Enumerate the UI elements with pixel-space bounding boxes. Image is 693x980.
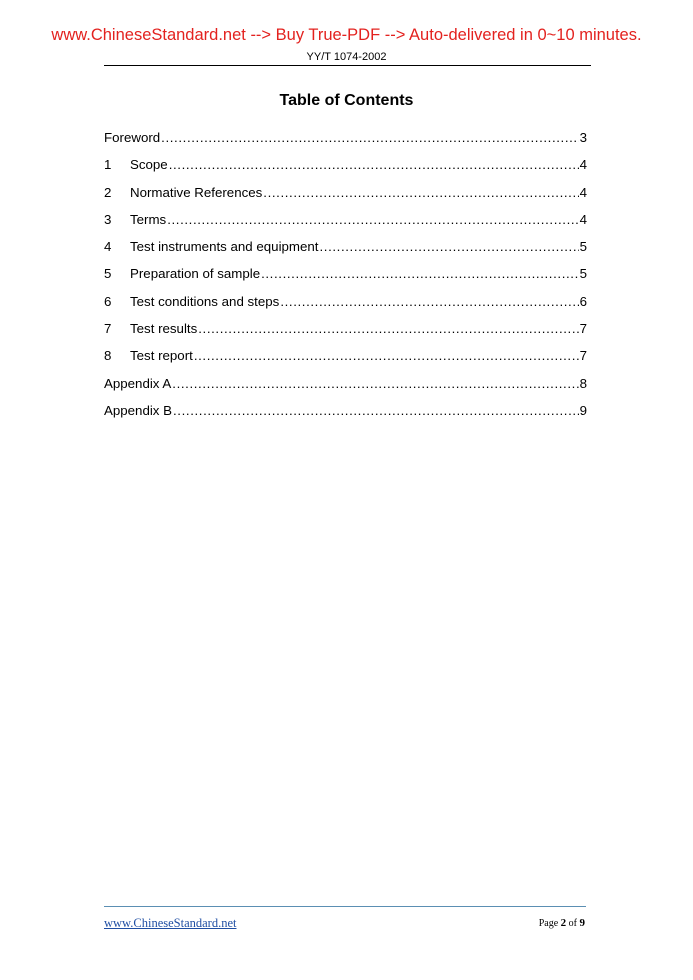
toc-entry-test-conditions[interactable] bbox=[104, 292, 587, 319]
toc-entry-preparation-of-sample[interactable] bbox=[104, 264, 587, 291]
toc-entry-label: Foreword bbox=[104, 130, 161, 145]
page-number bbox=[539, 917, 585, 929]
toc-entry-number: 8 bbox=[104, 348, 112, 364]
toc-entry-label: Test report bbox=[130, 348, 193, 364]
toc-entry-test-results[interactable] bbox=[104, 319, 587, 346]
dot-leader bbox=[167, 210, 578, 230]
dot-leader bbox=[169, 155, 579, 175]
table-of-contents bbox=[104, 128, 587, 428]
promo-banner[interactable]: www.ChineseStandard.net --> Buy True-PDF --> Auto-delivered in 0~10 minutes. bbox=[51, 26, 642, 44]
dot-leader bbox=[263, 183, 578, 203]
dot-leader bbox=[198, 319, 578, 339]
toc-entry-appendix-b[interactable] bbox=[104, 401, 587, 428]
page-current: 2 bbox=[560, 917, 567, 929]
toc-entry-number: 4 bbox=[104, 239, 112, 255]
toc-entry-number: 1 bbox=[104, 157, 112, 173]
toc-entry-test-report[interactable] bbox=[104, 346, 587, 373]
toc-entry-page: 4 bbox=[579, 157, 587, 173]
dot-leader bbox=[173, 401, 579, 421]
page-total: 9 bbox=[579, 917, 585, 929]
toc-entry-page: 9 bbox=[579, 402, 587, 418]
header-divider bbox=[104, 65, 591, 66]
dot-leader bbox=[280, 292, 578, 312]
toc-entry-normative-references[interactable] bbox=[104, 183, 587, 210]
toc-entry-page: 7 bbox=[579, 321, 587, 337]
toc-entry-test-instruments[interactable] bbox=[104, 237, 587, 264]
toc-entry-number: 3 bbox=[104, 211, 112, 227]
footer-website-link[interactable]: www.ChineseStandard.net bbox=[104, 916, 237, 930]
dot-leader bbox=[161, 128, 578, 148]
footer-divider bbox=[104, 906, 586, 907]
toc-entry-label: Scope bbox=[130, 157, 168, 173]
toc-entry-label: Terms bbox=[130, 211, 167, 227]
toc-entry-page: 4 bbox=[579, 184, 587, 200]
toc-entry-number: 2 bbox=[104, 184, 112, 200]
toc-entry-number: 6 bbox=[104, 293, 112, 309]
toc-entry-page: 4 bbox=[579, 211, 587, 227]
toc-entry-page: 5 bbox=[579, 266, 587, 282]
toc-entry-page: 7 bbox=[579, 348, 587, 364]
toc-entry-label: Appendix B bbox=[104, 402, 173, 418]
dot-leader bbox=[172, 374, 578, 394]
toc-entry-terms[interactable] bbox=[104, 210, 587, 237]
toc-entry-label: Test instruments and equipment bbox=[130, 239, 319, 255]
toc-entry-label: Test results bbox=[130, 321, 198, 337]
toc-entry-page: 3 bbox=[579, 130, 587, 145]
dot-leader bbox=[261, 264, 579, 284]
document-code: YY/T 1074-2002 bbox=[306, 51, 387, 63]
toc-entry-page: 8 bbox=[579, 375, 587, 391]
toc-entry-scope[interactable] bbox=[104, 155, 587, 182]
toc-entry-label: Preparation of sample bbox=[130, 266, 261, 282]
toc-title: Table of Contents bbox=[279, 92, 414, 109]
toc-entry-label: Appendix A bbox=[104, 375, 172, 391]
toc-entry-page: 5 bbox=[579, 239, 587, 255]
dot-leader bbox=[194, 346, 579, 366]
page-of: of bbox=[568, 918, 577, 929]
toc-entry-number: 7 bbox=[104, 321, 112, 337]
toc-entry-page: 6 bbox=[579, 293, 587, 309]
page-prefix: Page bbox=[538, 918, 559, 929]
toc-entry-appendix-a[interactable] bbox=[104, 374, 587, 401]
toc-entry-label: Normative References bbox=[130, 184, 263, 200]
toc-entry-foreword[interactable] bbox=[104, 128, 587, 155]
toc-entry-number: 5 bbox=[104, 266, 112, 282]
dot-leader bbox=[319, 237, 578, 257]
toc-entry-label: Test conditions and steps bbox=[130, 293, 280, 309]
